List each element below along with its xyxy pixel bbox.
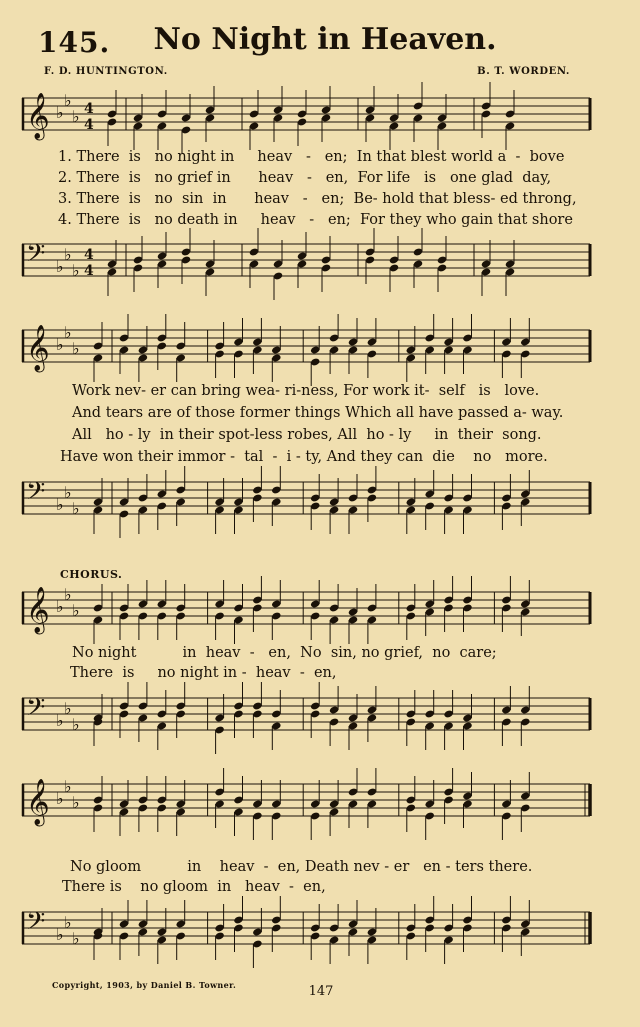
time-signature: 4: [84, 101, 94, 117]
lyric-line-verse-1: 1. There is no night in heav - en; In that blest world a - bove: [58, 149, 565, 165]
flat-icon: ♭: [64, 323, 72, 342]
time-signature: 4: [84, 263, 94, 279]
lyric-line-verse-2: And tears are of those former things Which all have passed a- way.: [72, 405, 564, 421]
hymn-number: 145.: [38, 26, 111, 59]
bass-staff: [22, 472, 594, 532]
lyric-line-chorus-1: No gloom in heav - en, Death nev - er en - ters there.: [70, 859, 533, 875]
time-signature: 4: [84, 247, 94, 263]
flat-icon: ♭: [64, 699, 72, 718]
flat-icon: ♭: [64, 777, 72, 796]
lyric-line-verse-2: 2. There is no grief in heav - en, For life is one glad day,: [58, 170, 552, 186]
flat-icon: ♭: [72, 715, 80, 734]
lyricist-credit: F. D. HUNTINGTON.: [44, 66, 168, 77]
chorus-label: CHORUS.: [60, 568, 123, 581]
treble-clef-icon: 𝄞: [26, 325, 50, 371]
bass-clef-icon: 𝄢: [26, 907, 46, 942]
bass-staff: [22, 688, 594, 748]
lyric-line-verse-3: All ho - ly in their spot-less robes, All ho - ly in their song.: [72, 427, 542, 443]
flat-icon: ♭: [56, 711, 64, 730]
flat-icon: ♭: [72, 107, 80, 126]
treble-clef-icon: 𝄞: [26, 779, 50, 825]
flat-icon: ♭: [56, 597, 64, 616]
flat-icon: ♭: [64, 913, 72, 932]
flat-icon: ♭: [56, 789, 64, 808]
flat-icon: ♭: [64, 245, 72, 264]
music-system-1: [22, 88, 594, 288]
flat-icon: ♭: [56, 495, 64, 514]
bass-staff: [22, 234, 594, 294]
lyric-line-verse-3: 3. There is no sin in heav - en; Be- hold that bless- ed throng,: [58, 191, 577, 207]
flat-icon: ♭: [56, 103, 64, 122]
flat-icon: ♭: [72, 499, 80, 518]
lyric-line-chorus-2: There is no gloom in heav - en,: [62, 879, 326, 895]
flat-icon: ♭: [64, 585, 72, 604]
lyric-line-verse-4: Have won their immor - tal - i - ty, And they can die no more.: [60, 449, 548, 465]
copyright-notice: Copyright, 1903, by Daniel B. Towner.: [52, 980, 237, 990]
bass-staff: [22, 902, 594, 962]
flat-icon: ♭: [56, 925, 64, 944]
flat-icon: ♭: [72, 929, 80, 948]
music-system-3: [22, 560, 594, 760]
treble-staff: [22, 320, 594, 380]
bass-clef-icon: 𝄢: [26, 239, 46, 274]
flat-icon: ♭: [56, 257, 64, 276]
treble-clef-icon: 𝄞: [26, 587, 50, 633]
flat-icon: ♭: [72, 261, 80, 280]
treble-staff: [22, 582, 594, 642]
flat-icon: ♭: [64, 91, 72, 110]
music-system-4: [22, 774, 594, 974]
hymn-title: No Night in Heaven.: [153, 22, 497, 57]
treble-clef-icon: 𝄞: [26, 93, 50, 139]
flat-icon: ♭: [72, 339, 80, 358]
composer-credit: B. T. WORDEN.: [477, 66, 570, 77]
lyric-line-verse-4: 4. There is no death in heav - en; For they who gain that shore: [58, 212, 573, 228]
treble-staff: [22, 774, 594, 834]
bass-clef-icon: 𝄢: [26, 477, 46, 512]
music-system-2: [22, 320, 594, 520]
lyric-line-verse-1: Work nev- er can bring wea- ri-ness, For work it- self is love.: [72, 383, 540, 399]
flat-icon: ♭: [64, 483, 72, 502]
lyric-line-chorus-2: There is no night in - heav - en,: [70, 665, 337, 681]
time-signature: 4: [84, 117, 94, 133]
flat-icon: ♭: [56, 335, 64, 354]
treble-staff: [22, 88, 594, 148]
flat-icon: ♭: [72, 793, 80, 812]
bass-clef-icon: 𝄢: [26, 693, 46, 728]
flat-icon: ♭: [72, 601, 80, 620]
lyric-line-chorus-1: No night in heav - en, No sin, no grief, no care;: [72, 645, 497, 661]
page-number: 147: [308, 984, 334, 999]
